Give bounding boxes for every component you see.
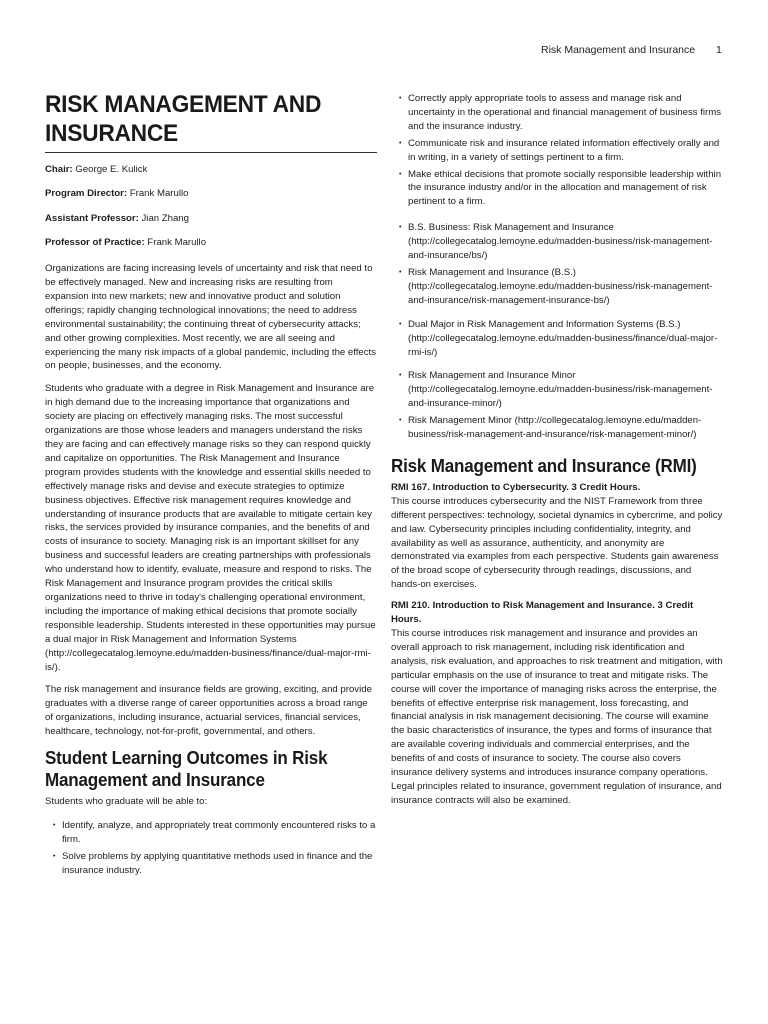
list-item: • Communicate risk and insurance related information effectively orally and in writing, in a variety of settings pertinent to a firm.	[391, 137, 723, 165]
course-title-rmi-167: RMI 167. Introduction to Cybersecurity. 3 Credit Hours.	[391, 481, 641, 493]
right-column	[391, 92, 723, 815]
professor-of-practice-label: Professor of Practice:	[45, 237, 145, 249]
chair-line	[45, 163, 377, 177]
assistant-professor-name: Jian Zhang	[138, 212, 189, 224]
intro-paragraph-2: Students who graduate with a degree in Risk Management and Insurance are in high demand due to the increasing importance that organizations and society are placing on effectively managing risks. The most successful organizations are those whose leaders and managers understand the risks they are facing and can effectively manage risks so they can respond quickly and capitalize on opportunities. The Risk Management and Insurance program provides students with the knowledge and essential skills needed to effectively manage risks and devise and execute strategies to optimize business objectives. Effective risk management requires knowledge and understanding of insurance products that are available to mitigate certain key risks, the services provided by insurance companies, and the benefits of and costs of insurance to society. Managing risk is an important skillset for any business and successful leaders are creating partnerships with professionals who understand how to identify, evaluate, measure and respond to risks. The Risk Management and Insurance program provides the critical skills organizations need to thrive in today's challenging operational environment, including the importance of making ethical decisions that promote socially responsible leadership. Students interested in these opportunities may pursue a dual major in Risk Management and Information Systems (http://collegecatalog.lemoyne.edu/madden-business/finance/dual-major-rmi-is/).	[45, 383, 376, 673]
page-number: 1	[716, 44, 722, 56]
program-link-rm-minor[interactable]: • Risk Management Minor (http://collegecatalog.lemoyne.edu/madden-business/risk-management-and-insurance/risk-management-minor/)	[391, 414, 723, 442]
course-description-rmi-210: This course introduces risk management and insurance and provides an overall approach to risk management, including risk identification and analysis, risk evaluation, and approaches to risk treatment and mitigation, with particular emphasis on the use of insurance to treat and mitigate risks. The course will cover the importance of managing risks across the enterprise, the benefits of effective enterprise risk management, loss forecasting, and financial analysis in risk management decisioning. The course will examine the basic characteristics of insurance, the types and forms of insurance that are available covering individuals and commercial enterprises, and the benefits of and costs of insurance to society. The course also covers insurance delivery systems and introduces insurance company operations. Legal principles related to insurance, government regulation of insurance, and insurance contracts will also be examined.	[391, 628, 723, 806]
spacer	[391, 212, 723, 221]
chair-label: Chair:	[45, 164, 73, 175]
program-director-name: Frank Marullo	[127, 188, 189, 200]
list-item: • Make ethical decisions that promote socially responsible leadership within the insurance industry and/or in the allocation and management of risk pertinent to a firm.	[391, 168, 723, 210]
outcomes-list-right	[391, 92, 723, 209]
assistant-professor-label: Assistant Professor:	[45, 212, 139, 224]
course-title-rmi-210: RMI 210. Introduction to Risk Management and Insurance. 3 Credit Hours.	[391, 600, 694, 626]
program-director-label: Program Director:	[45, 188, 128, 200]
spacer	[391, 445, 723, 455]
program-link-bs[interactable]: • Risk Management and Insurance (B.S.) (http://collegecatalog.lemoyne.edu/madden-business/risk-management-and-insurance/risk-management-insurance-bs/)	[391, 266, 723, 308]
course-description-rmi-167: This course introduces cybersecurity and the NIST Framework from three different perspectives: technology, societal dynamics in cybercrime, and policy and law. Cybersecurity principles including confidentiality, integrity, and availability as well as assurance, authenticity, and anonymity are demonstrated via examples from each perspective. Students gain awareness of the broad scope of cybersecurity through readings, discussions, and hands-on exercises.	[391, 495, 723, 591]
intro-paragraph-1: Organizations are facing increasing levels of uncertainty and risk that need to be effectively managed. New and increasing risks are resulting from expansion into new markets; new and innovative product and solution offerings; rapidly changing technological innovations; the need to address environmental sustainability; the continuing threat of cybersecurity attacks; and other growing complexities. Most recently, we are all seeing and experiencing the many risk impacts of a global pandemic, including the effects on people, businesses, and the economy.	[45, 263, 376, 372]
list-item: • Correctly apply appropriate tools to assess and manage risk and uncertainty in the operational and financial management of business firms and the insurance industry.	[391, 92, 723, 134]
professor-of-practice-name: Frank Marullo	[144, 237, 207, 249]
assistant-professor-line	[45, 212, 377, 226]
program-link-dual-major[interactable]: • Dual Major in Risk Management and Information Systems (B.S.) (http://collegecatalog.lemoyne.edu/madden-business/finance/dual-major-rmi-is/)	[391, 318, 723, 360]
outcomes-list-left	[45, 819, 377, 878]
program-director-line	[45, 187, 377, 201]
program-links	[391, 221, 723, 442]
list-item: • Solve problems by applying quantitative methods used in finance and the insurance industry.	[45, 850, 377, 878]
running-header	[0, 44, 768, 58]
program-link-rmi-minor[interactable]: • Risk Management and Insurance Minor (http://collegecatalog.lemoyne.edu/madden-business/risk-management-and-insurance-minor/)	[391, 369, 723, 411]
courses-heading: Risk Management and Insurance (RMI)	[391, 454, 697, 476]
running-title: Risk Management and Insurance	[541, 44, 696, 56]
page-title: RISK MANAGEMENT AND INSURANCE	[45, 91, 322, 147]
title-divider	[45, 152, 377, 153]
left-column	[45, 90, 377, 881]
program-link-bs-business[interactable]: • B.S. Business: Risk Management and Insurance (http://collegecatalog.lemoyne.edu/madden-business/risk-management-and-insurance/bs/)	[391, 221, 723, 263]
chair-name: George E. Kulick	[72, 164, 148, 175]
outcomes-lead: Students who graduate will be able to:	[45, 796, 208, 808]
list-item: • Identify, analyze, and appropriately treat commonly encountered risks to a firm.	[45, 819, 377, 847]
intro-paragraph-3: The risk management and insurance fields are growing, exciting, and provide graduates with a diverse range of career opportunities across a broad range of organizations, including insurance, actuarial services, financial services, healthcare, technology, not-for-profit, governmental, and others.	[45, 684, 372, 738]
professor-of-practice-line	[45, 236, 377, 250]
outcomes-heading: Student Learning Outcomes in Risk Management and Insurance	[45, 747, 328, 791]
